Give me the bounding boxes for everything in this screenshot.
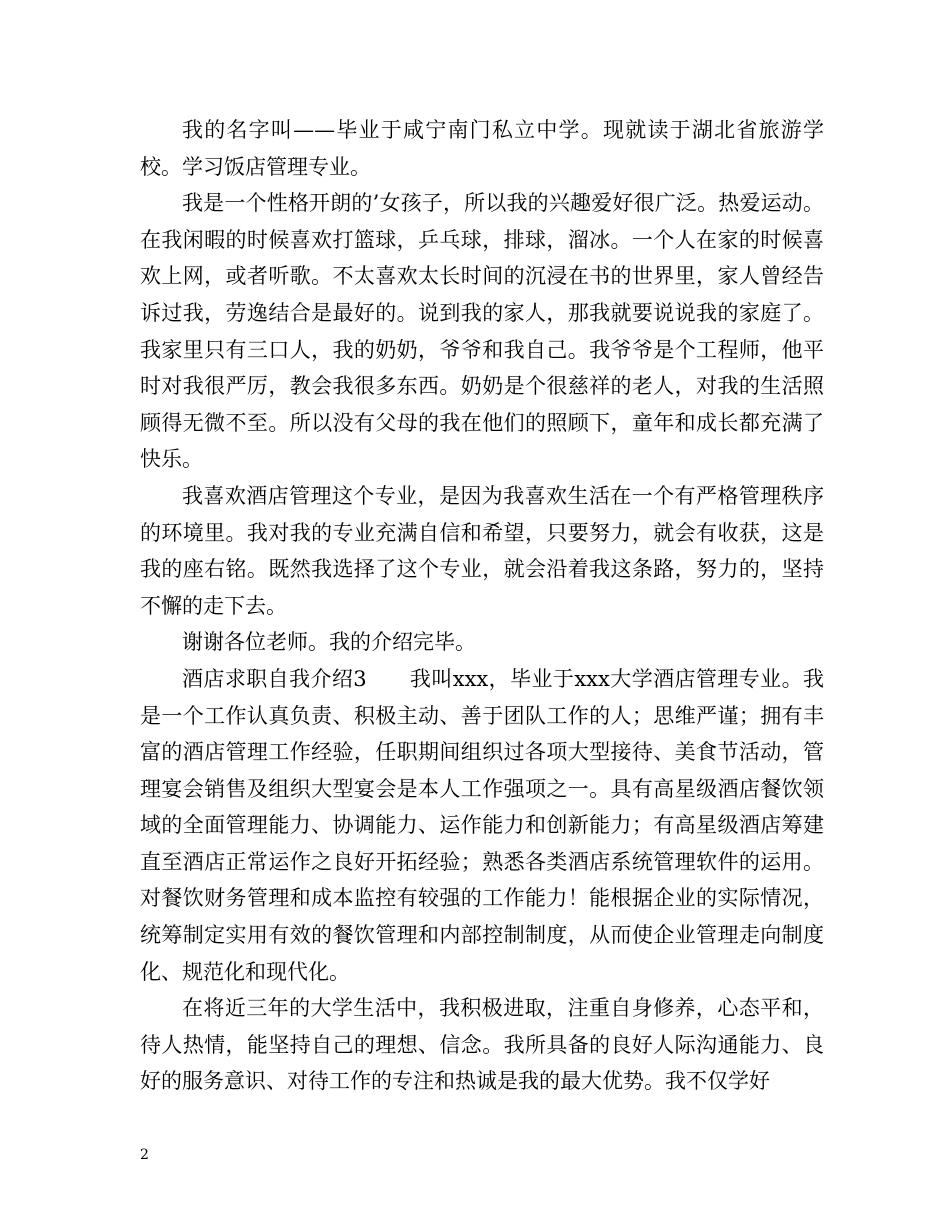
page-number: 2 (140, 1147, 149, 1163)
paragraph-5: 酒店求职自我介绍3 我叫xxx，毕业于xxx大学酒店管理专业。我是一个工作认真负责、积极主动、善于团队工作的人；思维严谨；拥有丰富的酒店管理工作经验，任职期间组织过各项大型接待、美食节活动，管理宴会销售及组织大型宴会是本人工作强项之一。具有高星级酒店餐饮领域的全面管理能力、协调能力、运作能力和创新能力；有高星级酒店筹建直至酒店正常运作之良好开拓经验；熟悉各类酒店系统管理软件的运用。对餐饮财务管理和成本监控有较强的工作能力！能根据企业的实际情况，统筹制定实用有效的餐饮管理和内部控制制度，从而使企业管理走向制度化、规范化和现代化。 (140, 666, 824, 984)
document-body (140, 112, 824, 1100)
paragraph-2: 我是一个性格开朗的’女孩子，所以我的兴趣爱好很广泛。热爱运动。在我闲暇的时候喜欢打篮球，乒乓球，排球，溜冰。一个人在家的时候喜欢上网，或者听歌。不太喜欢太长时间的沉浸在书的世界里，家人曾经告诉过我，劳逸结合是最好的。说到我的家人，那我就要说说我的家庭了。我家里只有三口人，我的奶奶，爷爷和我自己。我爷爷是个工程师，他平时对我很严厉，教会我很多东西。奶奶是个很慈祥的老人，对我的生活照顾得无微不至。所以没有父母的我在他们的照顾下，童年和成长都充满了快乐。 (140, 191, 824, 472)
paragraph-6: 在将近三年的大学生活中，我积极进取，注重自身修养，心态平和，待人热情，能坚持自己的理想、信念。我所具备的良好人际沟通能力、良好的服务意识、对待工作的专注和热诚是我的最大优势。我不仅学好 (140, 996, 824, 1094)
paragraph-3: 我喜欢酒店管理这个专业，是因为我喜欢生活在一个有严格管理秩序的环境里。我对我的专业充满自信和希望，只要努力，就会有收获，这是我的座右铭。既然我选择了这个专业，就会沿着我这条路，努力的，坚持不懈的走下去。 (140, 483, 824, 618)
paragraph-1: 我的名字叫——毕业于咸宁南门私立中学。现就读于湖北省旅游学校。学习饭店管理专业。 (140, 118, 824, 179)
paragraph-4: 谢谢各位老师。我的介绍完毕。 (182, 630, 476, 655)
